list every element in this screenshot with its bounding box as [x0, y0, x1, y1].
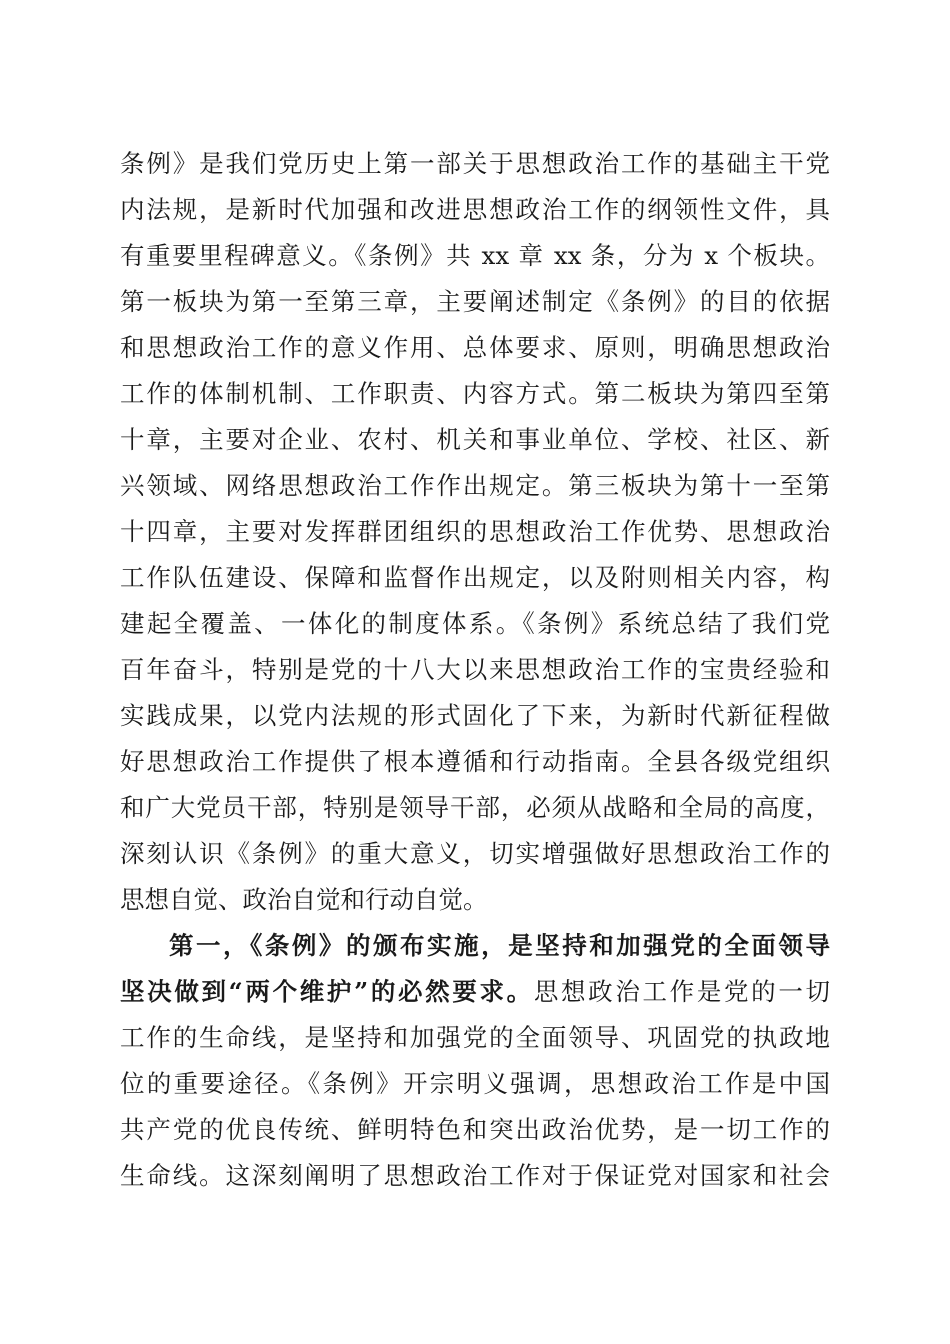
paragraph-1-line-5: 和思想政治工作的意义作用、总体要求、原则，明确思想政治 [120, 333, 830, 362]
paragraph-1-line-2: 内法规，是新时代加强和改进思想政治工作的纲领性文件，具 [120, 195, 830, 224]
paragraph-1-line-14: 好思想政治工作提供了根本遵循和行动指南。全县各级党组织 [120, 747, 830, 776]
paragraph-2-heading-line-1: 第一，《条例》的颁布实施，是坚持和加强党的全面领导 [169, 931, 830, 960]
paragraph-2-line-5: 共产党的优良传统、鲜明特色和突出政治优势，是一切工作的 [120, 1115, 830, 1144]
paragraph-1-line-9: 十四章，主要对发挥群团组织的思想政治工作优势、思想政治 [120, 517, 830, 546]
paragraph-2-line-6: 生命线。这深刻阐明了思想政治工作对于保证党对国家和社会 [120, 1161, 830, 1190]
paragraph-1-line-7: 十章，主要对企业、农村、机关和事业单位、学校、社区、新 [120, 425, 830, 454]
paragraph-1-line-8: 兴领域、网络思想政治工作作出规定。第三板块为第十一至第 [120, 471, 830, 500]
paragraph-1-line-15: 和广大党员干部，特别是领导干部，必须从战略和全局的高度， [120, 793, 830, 822]
paragraph-2-line-2 [120, 969, 830, 1015]
paragraph-1-line-1: 条例》是我们党历史上第一部关于思想政治工作的基础主干党 [120, 149, 830, 178]
paragraph-1-line-4: 第一板块为第一至第三章，主要阐述制定《条例》的目的依据 [120, 287, 830, 316]
paragraph-1-line-3: 有重要里程碑意义。《条例》共 xx 章 xx 条，分为 x 个板块。 [120, 241, 830, 270]
paragraph-2-line-4: 位的重要途径。《条例》开宗明义强调，思想政治工作是中国 [120, 1069, 830, 1098]
paragraph-1-line-6: 工作的体制机制、工作职责、内容方式。第二板块为第四至第 [120, 379, 830, 408]
paragraph-2-line-2-rest: 思想政治工作是党的一切 [533, 977, 831, 1006]
paragraph-1-line-13: 实践成果，以党内法规的形式固化了下来，为新时代新征程做 [120, 701, 830, 730]
paragraph-1-line-11: 建起全覆盖、一体化的制度体系。《条例》系统总结了我们党 [120, 609, 830, 638]
paragraph-1-line-16: 深刻认识《条例》的重大意义，切实增强做好思想政治工作的 [120, 839, 830, 868]
paragraph-1-line-10: 工作队伍建设、保障和监督作出规定，以及附则相关内容，构 [120, 563, 830, 592]
paragraph-2-heading-line-2: 坚决做到“两个维护”的必然要求。 [120, 977, 534, 1006]
paragraph-1-line-12: 百年奋斗，特别是党的十八大以来思想政治工作的宝贵经验和 [120, 655, 830, 684]
paragraph-2-line-3: 工作的生命线，是坚持和加强党的全面领导、巩固党的执政地 [120, 1023, 830, 1052]
paragraph-1-line-17: 思想自觉、政治自觉和行动自觉。 [120, 885, 488, 914]
